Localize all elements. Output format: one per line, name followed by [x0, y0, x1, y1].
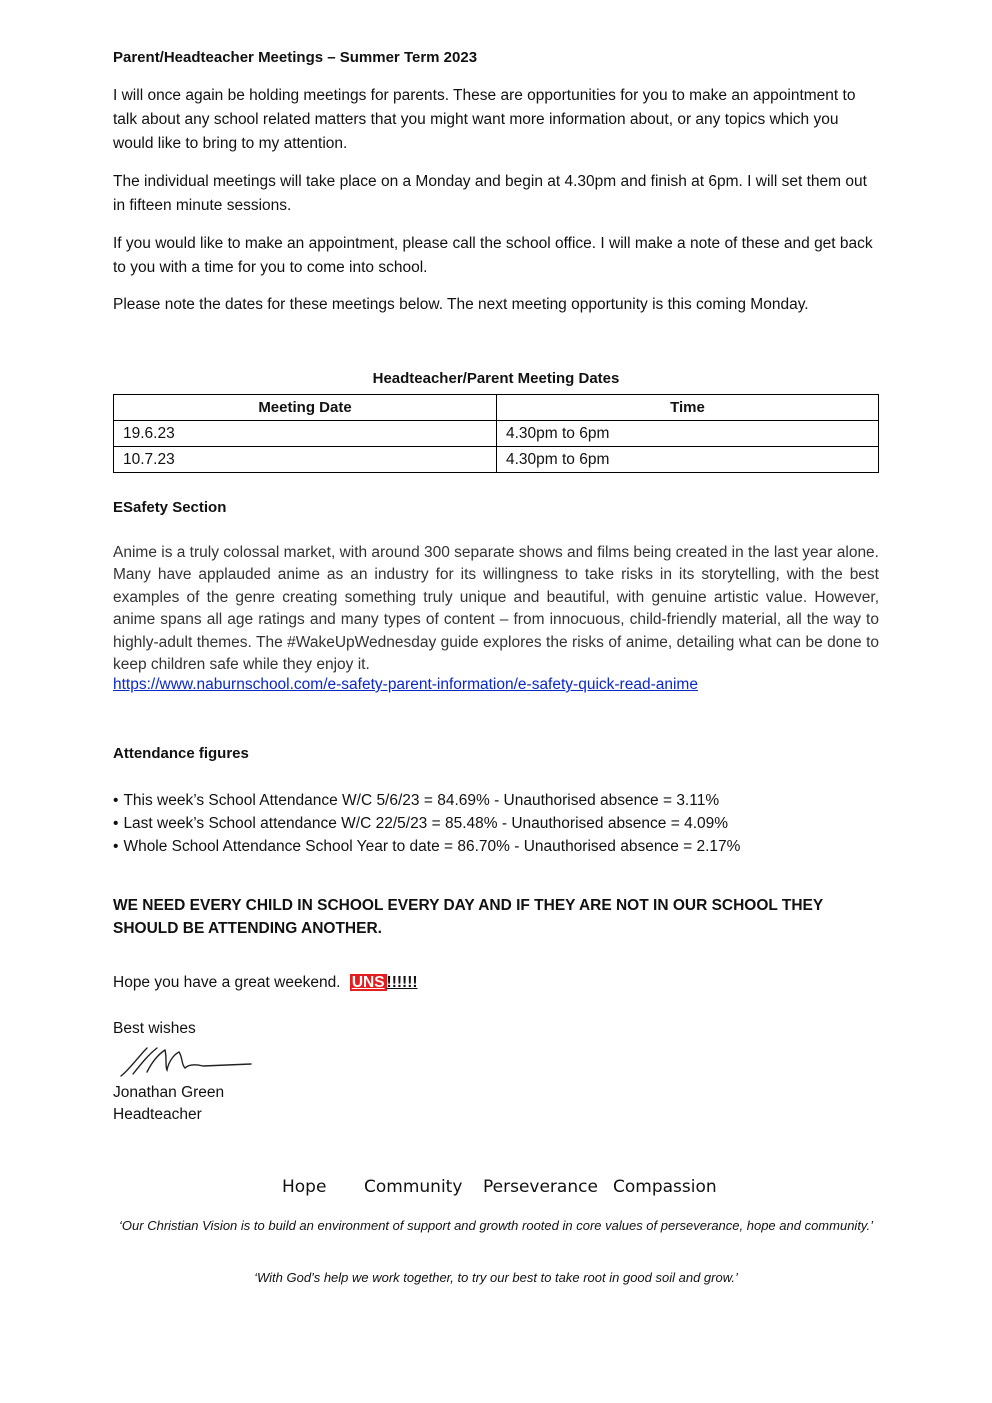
hope-text: Hope you have a great weekend. — [113, 974, 341, 991]
meetings-paragraph: Please note the dates for these meetings below. The next meeting opportunity is this coming Monday. — [113, 296, 809, 313]
meetings-paragraph: If you would like to make an appointment, please call the school office. I will make a note of these and get back to you with a time for you to come into school. — [113, 235, 873, 276]
vision-statement: ‘Our Christian Vision is to build an environment of support and growth rooted in core values of perseverance, hope and community.’ — [119, 1218, 873, 1233]
value-hope: Hope — [282, 1177, 327, 1197]
meetings-paragraph: The individual meetings will take place on a Monday and begin at 4.30pm and finish at 6pm. I will set them out in fifteen minute sessions. — [113, 173, 867, 214]
list-item: • Whole School Attendance School Year to date = 86.70% - Unauthorised absence = 2.17% — [113, 835, 740, 858]
meetings-title: Parent/Headteacher Meetings – Summer Term 2023 — [113, 49, 478, 66]
signatory-name: Jonathan Green — [113, 1084, 225, 1101]
meetings-paragraph: I will once again be holding meetings for parents. These are opportunities for you to make an appointment to talk about any school related matters that you might want more information about, or any topics which you would like to bring to my attention. — [113, 87, 856, 152]
signatory-role: Headteacher — [113, 1106, 202, 1123]
value-compassion: Compassion — [613, 1177, 717, 1197]
closing-line — [113, 974, 418, 992]
dates-table-title: Headteacher/Parent Meeting Dates — [372, 370, 620, 387]
meeting-dates-table — [113, 394, 879, 473]
table-cell-time: 4.30pm to 6pm — [497, 447, 879, 473]
uns-badge: UNS — [351, 974, 385, 991]
esafety-title: ESafety Section — [113, 499, 227, 516]
list-item: • Last week’s School attendance W/C 22/5/23 = 85.48% - Unauthorised absence = 4.09% — [113, 812, 740, 835]
table-header-row — [114, 395, 879, 421]
table-cell-date: 19.6.23 — [114, 421, 497, 447]
value-community: Community — [364, 1177, 463, 1197]
attendance-notice: WE NEED EVERY CHILD IN SCHOOL EVERY DAY AND IF THEY ARE NOT IN OUR SCHOOL THEY SHOULD BE ATTENDING ANOTHER. — [113, 897, 823, 937]
list-item: • This week’s School Attendance W/C 5/6/23 = 84.69% - Unauthorised absence = 3.11% — [113, 789, 740, 812]
esafety-body: Anime is a truly colossal market, with around 300 separate shows and films being created in the last year alone. Many have applauded anime as an industry for its willingness to take risks in its storytelling, with the best examples of the genre creating something truly unique and beautiful, with genuine artistic value. However, anime spans all age ratings and many types of content – from innocuous, child-friendly material, all the way to highly-adult themes. The #WakeUpWednesday guide explores the risks of anime, detailing what can be done to keep children safe while they enjoy it. — [113, 544, 879, 674]
table-row — [114, 421, 879, 447]
table-cell-date: 10.7.23 — [114, 447, 497, 473]
attendance-title: Attendance figures — [113, 745, 249, 762]
value-perseverance: Perseverance — [483, 1177, 598, 1197]
table-cell-time: 4.30pm to 6pm — [497, 421, 879, 447]
column-header: Meeting Date — [114, 395, 497, 421]
attendance-list — [113, 789, 740, 858]
vision-motto: ‘With God’s help we work together, to try our best to take root in good soil and grow.’ — [254, 1270, 738, 1285]
exclamation-marks: !!!!!! — [386, 974, 418, 991]
signatory — [113, 1082, 224, 1126]
table-row — [114, 447, 879, 473]
esafety-link[interactable]: https://www.naburnschool.com/e-safety-parent-information/e-safety-quick-read-anime — [113, 676, 698, 693]
best-wishes: Best wishes — [113, 1020, 196, 1037]
column-header: Time — [497, 395, 879, 421]
signature — [119, 1040, 259, 1082]
